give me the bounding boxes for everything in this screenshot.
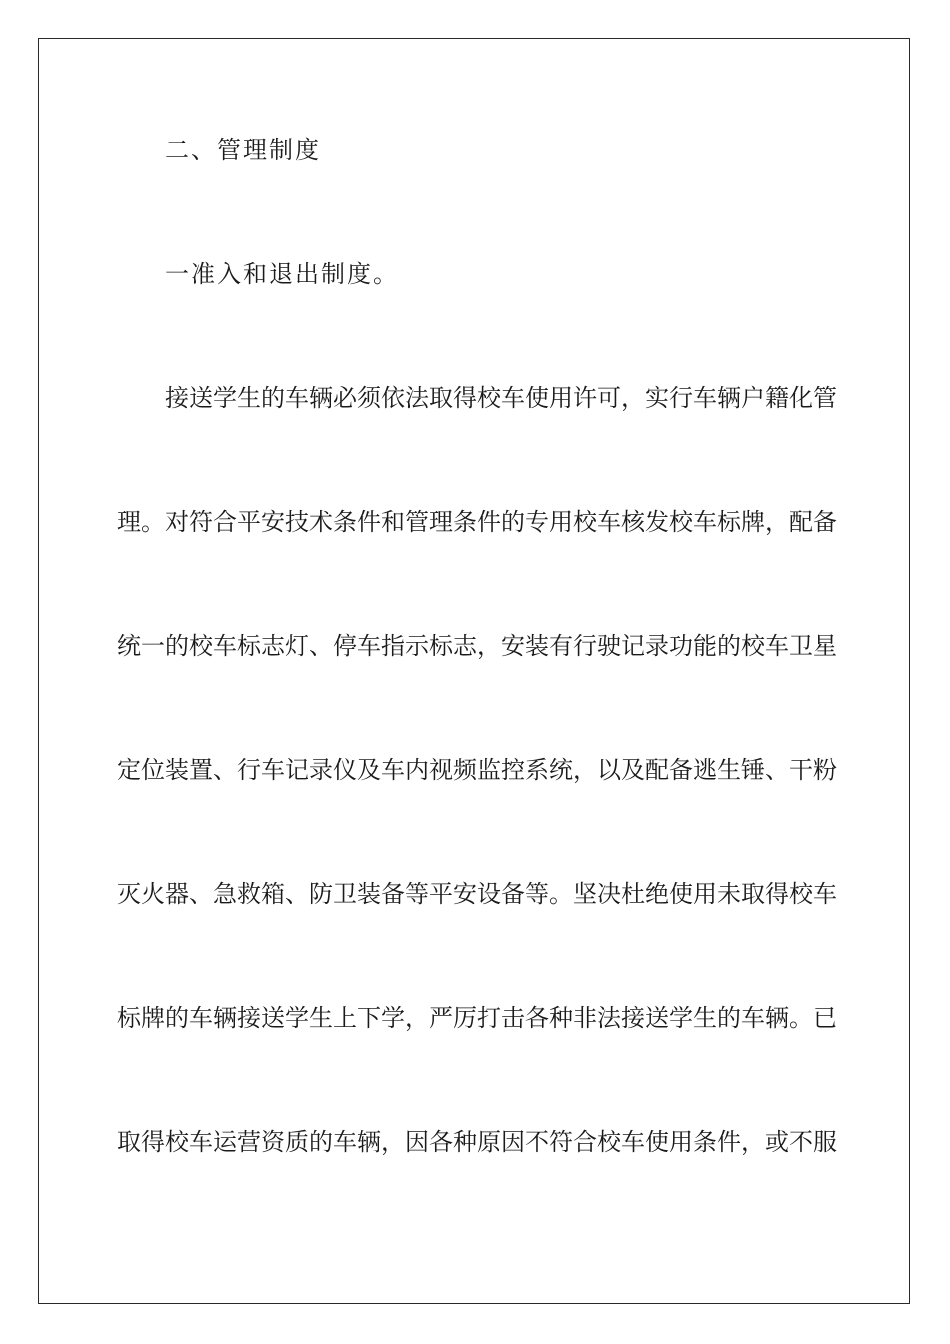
section-heading: 二、管理制度 — [165, 136, 321, 164]
paragraph-line-2: 理。对符合平安技术条件和管理条件的专用校车核发校车标牌，配备 — [117, 508, 837, 536]
paragraph-line-5: 灭火器、急救箱、防卫装备等平安设备等。坚决杜绝使用未取得校车 — [117, 880, 837, 908]
subsection-heading: 一准入和退出制度。 — [165, 260, 399, 288]
page-border — [38, 38, 910, 1304]
paragraph-line-6: 标牌的车辆接送学生上下学，严厉打击各种非法接送学生的车辆。已 — [117, 1004, 837, 1032]
paragraph-line-4: 定位装置、行车记录仪及车内视频监控系统，以及配备逃生锤、干粉 — [117, 756, 837, 784]
paragraph-line-7: 取得校车运营资质的车辆，因各种原因不符合校车使用条件，或不服 — [117, 1128, 837, 1156]
paragraph-line-3: 统一的校车标志灯、停车指示标志，安装有行驶记录功能的校车卫星 — [117, 632, 837, 660]
paragraph-line-1: 接送学生的车辆必须依法取得校车使用许可，实行车辆户籍化管 — [165, 384, 837, 412]
